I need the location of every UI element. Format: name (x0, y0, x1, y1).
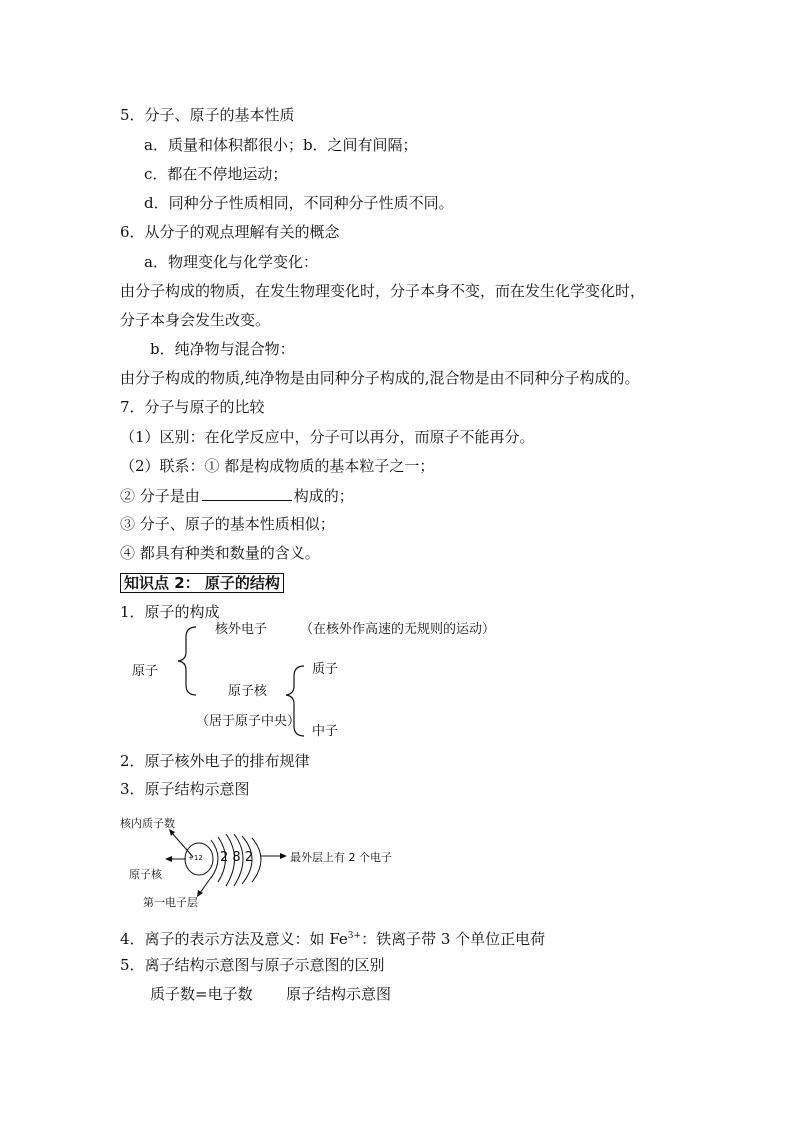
nucleus-diagram-label: 原子核 (129, 868, 162, 881)
atom-brace (178, 627, 196, 695)
first-layer-label: 第一电子层 (143, 896, 198, 909)
nucleus-label: 原子核 (228, 684, 268, 699)
s4-title-post: ：铁离子带 3 个单位正电荷 (361, 930, 546, 948)
s7-point-2-post: 构成的； (293, 487, 354, 505)
electron-note: （在核外作高速的无规则的运动） (300, 622, 496, 637)
s5-item-c: c．都在不停地运动； (144, 165, 288, 183)
neutron-label: 中子 (312, 724, 339, 739)
s5-title: 5．分子、原子的基本性质 (120, 106, 295, 124)
s6-a-text-1: 由分子构成的物质，在发生物理变化时，分子本身不变，而在发生化学变化时， (120, 282, 646, 300)
s7-point-3: ③ 分子、原子的基本性质相似； (120, 515, 335, 533)
comparison-left: 质子数=电子数 (150, 985, 253, 1003)
s7-point-4: ④ 都具有种类和数量的含义。 (120, 544, 320, 562)
s6-title: 6．从分子的观点理解有关的概念 (120, 223, 340, 241)
s3-title: 3．原子结构示意图 (120, 780, 250, 798)
s5-item-d: d．同种分子性质相同，不同种分子性质不同。 (144, 194, 454, 212)
s6-a-text-2: 分子本身会发生改变。 (120, 311, 271, 329)
s7-title: 7．分子与原子的比较 (120, 398, 265, 416)
nucleus-note: （居于原子中央） (196, 714, 301, 729)
proton-count-label: 核内质子数 (120, 817, 175, 830)
s7-connection: （2）联系：① 都是构成物质的基本粒子之一； (120, 457, 435, 475)
s7-difference: （1）区别：在化学反应中，分子可以再分，而原子不能再分。 (120, 428, 535, 446)
heading-box: 知识点 2： 原子的结构 (120, 573, 284, 593)
s7-point-2-pre: ② 分子是由 (120, 487, 200, 505)
ion-charge: 3+ (347, 931, 362, 941)
atom-label: 原子 (132, 664, 159, 679)
s6-item-b: b．纯净物与混合物： (150, 340, 295, 358)
s2-title: 2．原子核外电子的排布规律 (120, 752, 310, 770)
s5b-title: 5．离子结构示意图与原子示意图的区别 (120, 956, 385, 974)
s4-title-pre: 4．离子的表示方法及意义：如 Fe (120, 930, 348, 948)
comparison-right: 原子结构示意图 (286, 985, 392, 1003)
proton-label: 质子 (312, 662, 339, 677)
electron-label: 核外电子 (215, 622, 268, 637)
s6-b-text: 由分子构成的物质,纯净物是由同种分子构成的,混合物是由不同种分子构成的。 (120, 369, 640, 387)
s1-title: 1．原子的构成 (120, 603, 220, 621)
nucleus-brace (286, 666, 304, 736)
s4-title (120, 927, 545, 948)
s5-item-ab: a．质量和体积都很小；b．之间有间隔； (144, 136, 418, 154)
nucleus-value: +12 (188, 854, 203, 862)
outer-layer-label: 最外层上有 2 个电子 (290, 851, 392, 864)
s6-item-a: a．物理变化与化学变化： (144, 253, 318, 271)
electron-shells: 2 8 2 (220, 850, 254, 865)
